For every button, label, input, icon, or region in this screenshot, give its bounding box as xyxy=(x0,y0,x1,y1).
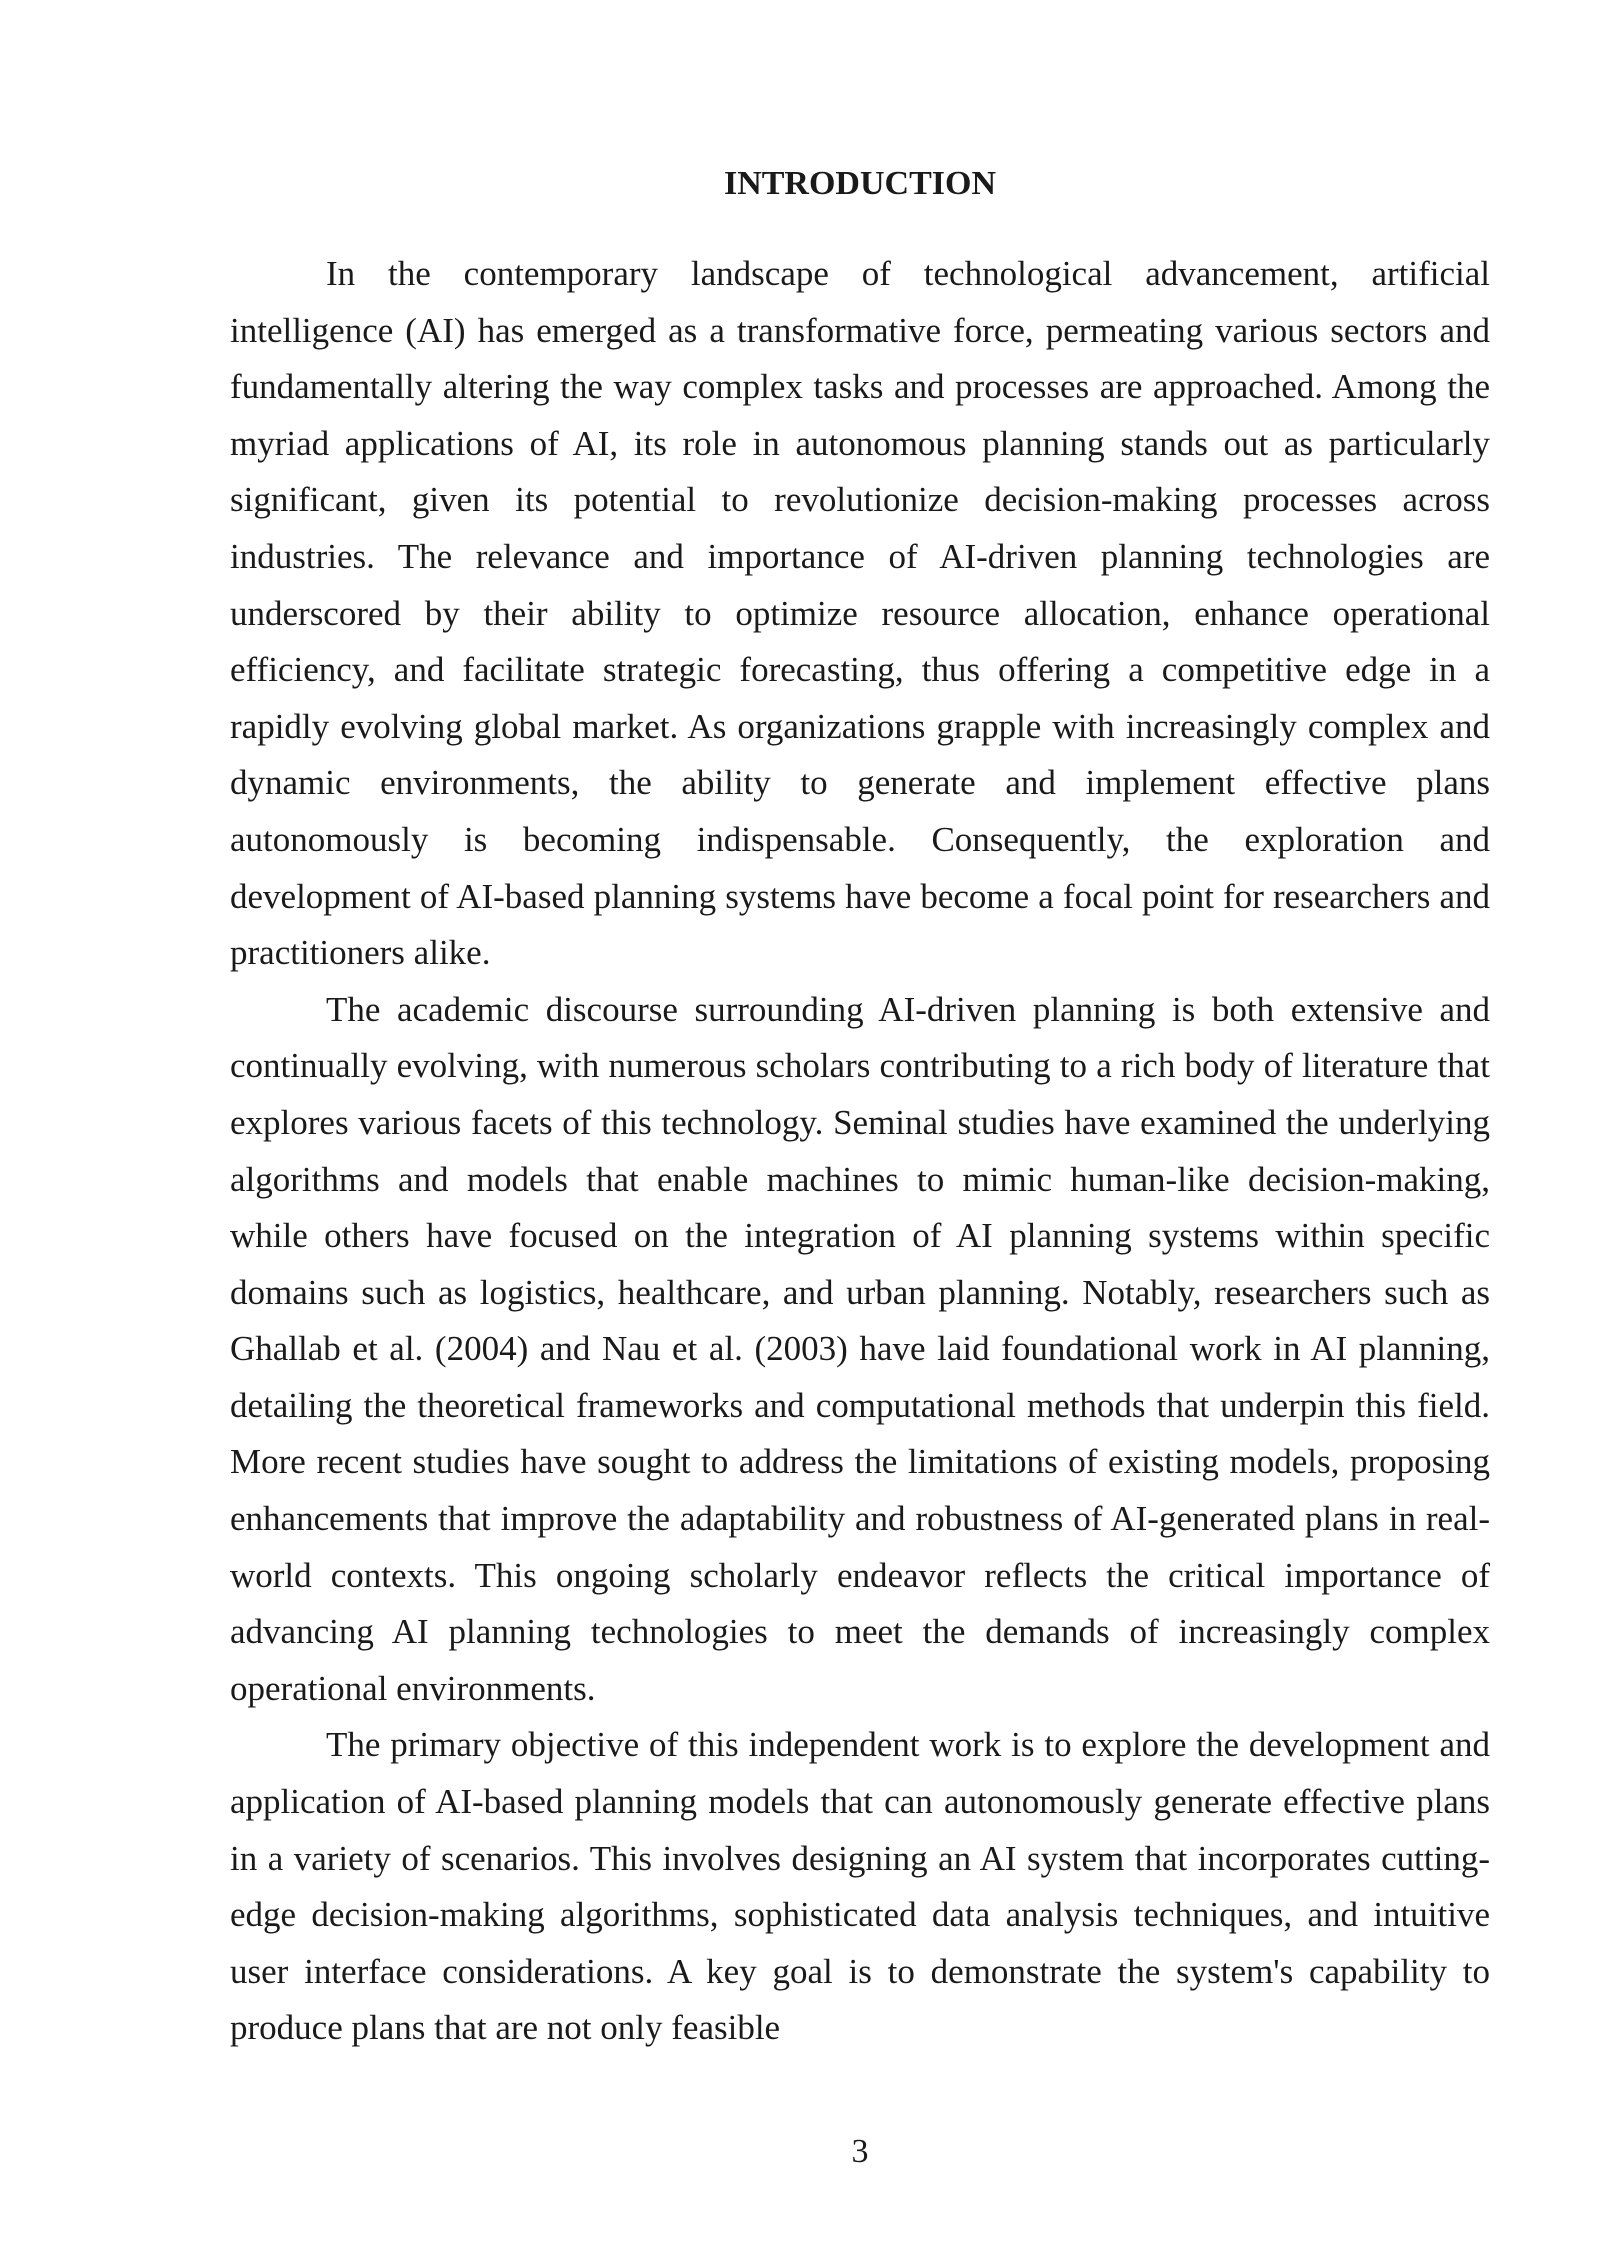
paragraph: The academic discourse surrounding AI-driven planning is both extensive and continually evolving, with numerous scholars contributing to a rich body of literature that explores various facets of this technology. Seminal studies have examined the underlying algorithms and models that enable machines to mimic human-like decision-making, while others have focused on the integration of AI planning systems within specific domains such as logistics, healthcare, and urban planning. Notably, researchers such as Ghallab et al. (2004) and Nau et al. (2003) have laid foundational work in AI planning, detailing the theoretical frameworks and computational methods that underpin this field. More recent studies have sought to address the limitations of existing models, proposing enhancements that improve the adaptability and robustness of AI-generated plans in real-world contexts. This ongoing scholarly endeavor reflects the critical importance of advancing AI planning technologies to meet the demands of increasingly complex operational environments. xyxy=(230,989,1490,1708)
paragraph: In the contemporary landscape of technological advancement, artificial intelligence (AI) has emerged as a transformative force, permeating various sectors and fundamentally altering the way complex tasks and processes are approached. Among the myriad applications of AI, its role in autonomous planning stands out as particularly significant, given its potential to revolutionize decision-making processes across industries. The relevance and importance of AI-driven planning technologies are underscored by their ability to optimize resource allocation, enhance operational efficiency, and facilitate strategic forecasting, thus offering a competitive edge in a rapidly evolving global market. As organizations grapple with increasingly complex and dynamic environments, the ability to generate and implement effective plans autonomously is becoming indispensable. Consequently, the exploration and development of AI-based planning systems have become a focal point for researchers and practitioners alike. xyxy=(230,254,1490,973)
body-text xyxy=(230,246,1490,2057)
page-number: 3 xyxy=(851,2133,869,2170)
section-title: INTRODUCTION xyxy=(723,165,997,202)
paragraph: The primary objective of this independent work is to explore the development and application of AI-based planning models that can autonomously generate effective plans in a variety of scenarios. This involves designing an AI system that incorporates cutting-edge decision-making algorithms, sophisticated data analysis techniques, and intuitive user interface considerations. A key goal is to demonstrate the system's capability to produce plans that are not only feasible xyxy=(230,1725,1490,2048)
